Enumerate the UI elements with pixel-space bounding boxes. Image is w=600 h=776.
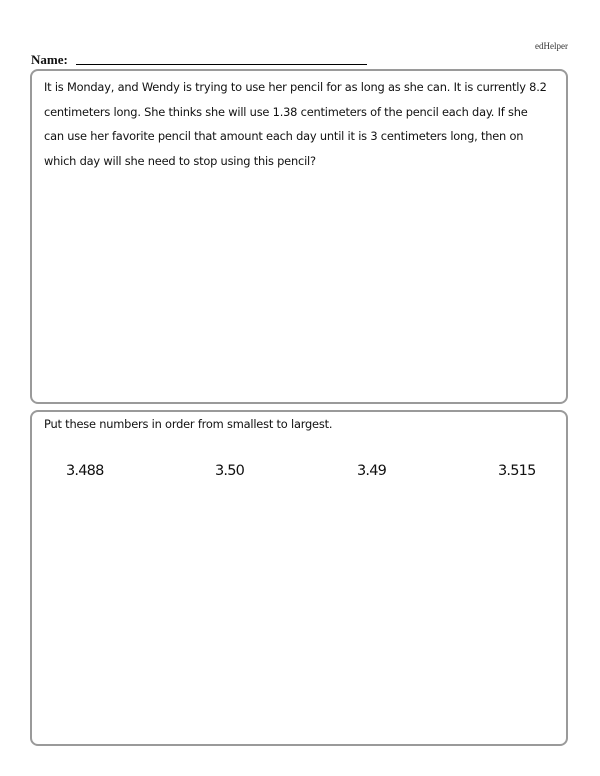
problem-2-instruction: Put these numbers in order from smallest to largest. [44, 417, 333, 431]
name-label: Name: [31, 52, 68, 67]
number-item: 3.49 [357, 463, 387, 479]
problem-1-box [30, 69, 568, 404]
problem-1-text: It is Monday, and Wendy is trying to use her pencil for as long as she can. It is currently 8.2 centimeters long. She thinks she will use 1.38 centimeters of the pencil each day. If she can use her favorite pencil that amount each day until it is 3 centimeters long, then on which day will she need to stop using this pencil? [44, 80, 547, 168]
name-input-line[interactable] [76, 64, 367, 65]
number-item: 3.50 [215, 463, 245, 479]
brand-label: edHelper [535, 41, 568, 51]
problem-2-box [30, 410, 568, 746]
number-item: 3.515 [498, 463, 536, 479]
number-item: 3.488 [66, 463, 104, 479]
